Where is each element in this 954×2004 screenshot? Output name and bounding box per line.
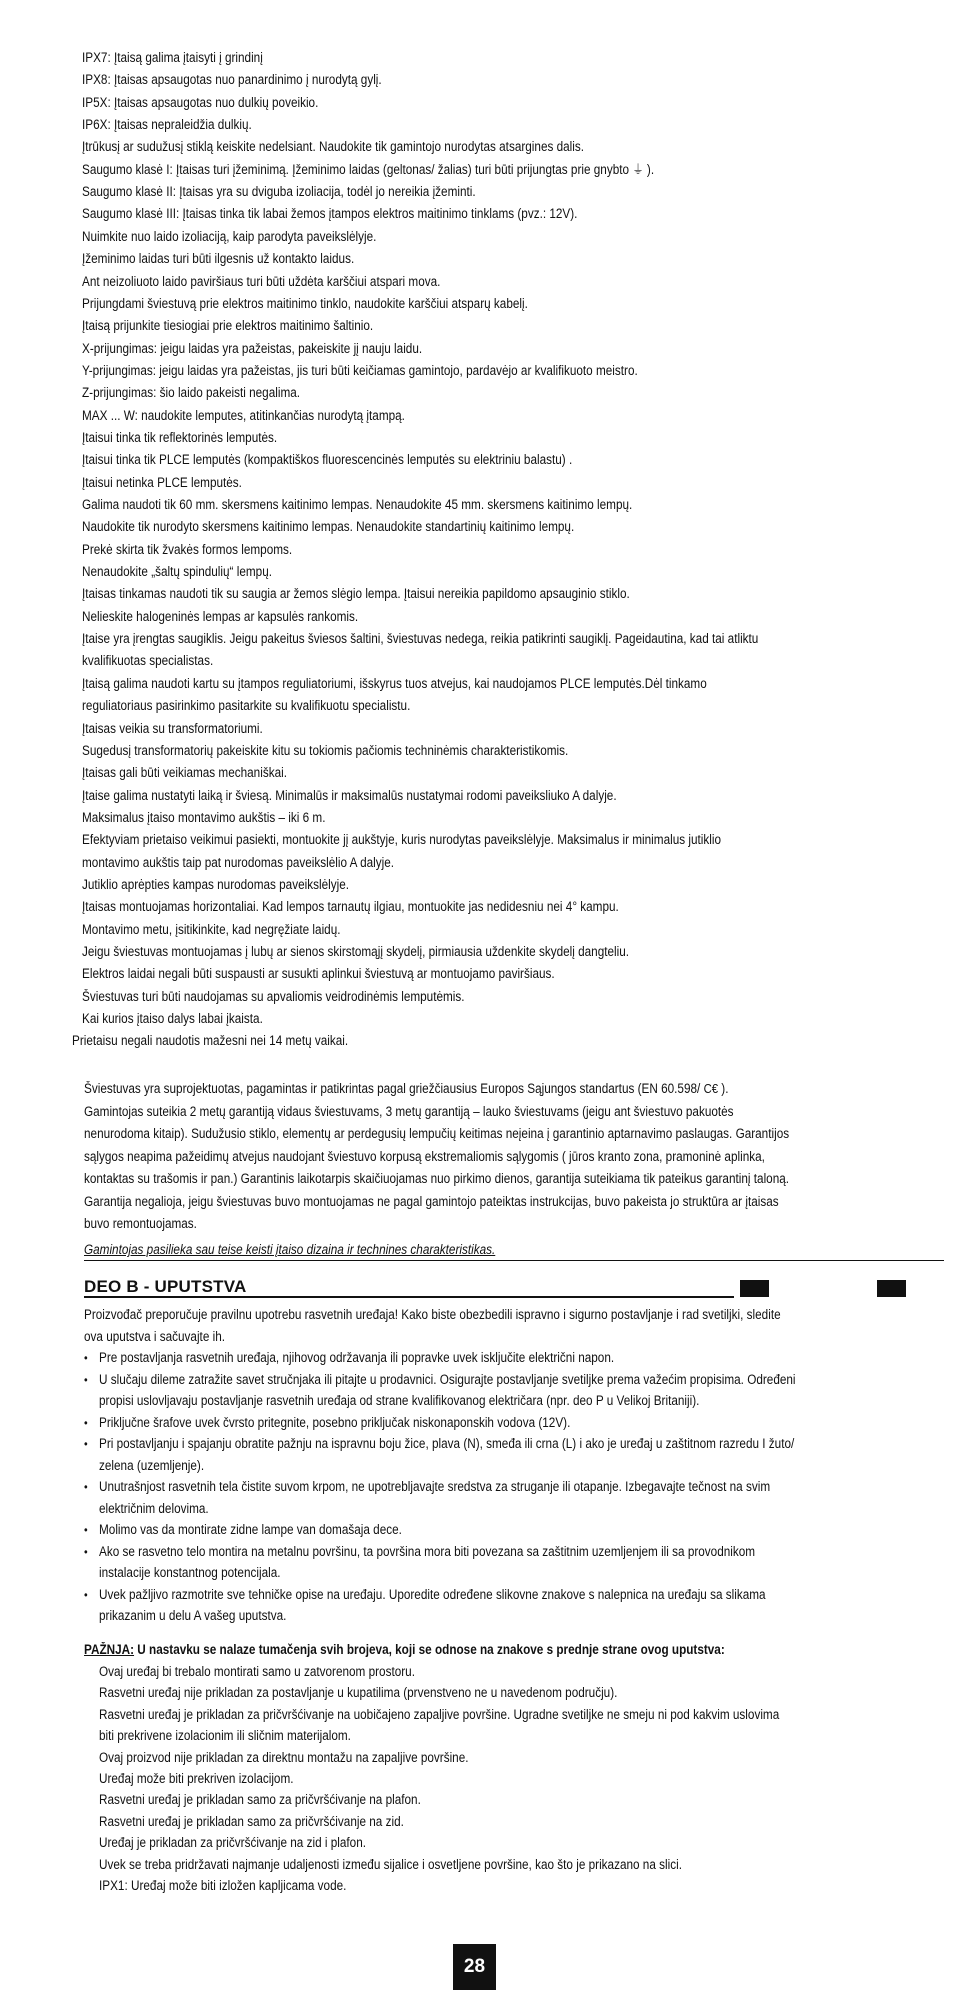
symbol-item-line: Ovaj uređaj bi trebalo montirati samo u zatvorenom prostoru. (99, 1664, 415, 1679)
symbol-explanation-line: Jeigu šviestuvas montuojamas į lubų ar sienos skirstomąjį skydelį, pirmiausia uždenkite skydelį dangteliu. (82, 944, 630, 959)
bullet-line: Uvek pažljivo razmotrite sve tehničke opise na uređaju. Uporedite određene slikovne znakove s nalepnica na uređaju sa slikama (99, 1586, 766, 1602)
symbol-explanation-line: Prietaisu negali naudotis mažesni nei 14 metų vaikai. (72, 1033, 349, 1049)
bullet-line: Molimo vas da montirate zidne lampe van domašaja dece. (99, 1522, 402, 1537)
symbol-explanation-line: montavimo aukštis taip pat nurodomas paveikslėlio A dalyje. (82, 854, 395, 870)
symbol-item-line: Uređaj je prikladan za pričvršćivanje na zid i plafon. (99, 1835, 367, 1851)
symbol-item-line: Rasvetni uređaj je prikladan za pričvršćivanje na uobičajeno zapaljive površine. Ugradne svetiljke ne smeju ni pod kakvim uslovima (99, 1706, 780, 1722)
heading-underline (84, 1296, 734, 1298)
warranty-line: sąlygos neapima pažeidimų atvejus naudojant šviestuvo korpusą ekstremaliomis sąlygomis ( jūros kranto zona, pramoninė aplinka, (84, 1148, 765, 1164)
symbol-explanation-line: Kai kurios įtaiso dalys labai įkaista. (82, 1011, 263, 1027)
bullet-marker: • (84, 1587, 88, 1602)
symbol-explanation-line: IPX7: Įtaisą galima įtaisyti į grindinį (82, 50, 263, 65)
symbol-explanation-line: Maksimalus įtaiso montavimo aukštis – iki 6 m. (82, 809, 326, 825)
symbol-explanation-line: Įtaisas gali būti veikiamas mechaniškai. (82, 765, 287, 781)
section-divider (84, 1260, 944, 1261)
symbol-explanation-line: Prijungdami šviestuvą prie elektros maitinimo tinklo, naudokite karščiui atsparų kabelį. (82, 295, 528, 311)
symbol-explanation-line: Naudokite tik nurodyto skersmens kaitinimo lempas. Nenaudokite standartinių kaitinimo lempų. (82, 519, 575, 535)
symbol-item-line: Uređaj može biti prekriven izolacijom. (99, 1771, 294, 1786)
symbol-explanation-line: Prekė skirta tik žvakės formos lempoms. (82, 541, 293, 557)
symbol-explanation-line: Įtaisui tinka tik PLCE lemputės (kompaktiškos fluorescencinės lemputės su elektriniu balastu) . (82, 452, 573, 468)
attention-line (84, 1642, 725, 1658)
symbol-explanation-line: Įtaisas tinkamas naudoti tik su saugia ar žemos slėgio lempa. Įtaisui nereikia papildomo apsauginio stiklo. (82, 586, 630, 602)
bullet-marker: • (84, 1480, 88, 1494)
symbol-explanation-line: Nuimkite nuo laido izoliaciją, kaip parodyta paveikslėlyje. (82, 228, 377, 244)
bullet-marker: • (84, 1523, 88, 1537)
symbol-explanation-line: Nelieskite halogeninės lempas ar kapsulės rankomis. (82, 608, 359, 624)
bullet-line: propisi uslovljavaju postavljanje rasvetnih uređaja od strane kvalifikovanog električara (npr. deo P u Velikoj Britaniji). (99, 1393, 700, 1408)
bullet-line: Ako se rasvetno telo montira na metalnu površinu, ta površina mora biti povezana sa zaštitnim uzemljenjem ili sa provodnikom (99, 1543, 756, 1559)
bullet-line: Pri postavljanju i spajanju obratite pažnju na ispravnu boju žice, plava (N), smeđa ili crna (L) i ako je uređaj u zaštitnom razredu I žuto/ (99, 1436, 795, 1451)
symbol-explanation-line: IP5X: Įtaisas apsaugotas nuo dulkių poveikio. (82, 94, 319, 110)
warranty-line: Gamintojas suteikia 2 metų garantiją vidaus šviestuvams, 3 metų garantiją – lauko šviestuvams (jeigu ant šviestuvo pakuotės (84, 1103, 734, 1119)
symbol-item-line: IPX1: Uređaj može biti izložen kapljicama vode. (99, 1878, 347, 1893)
symbol-explanation-line: Montavimo metu, įsitikinkite, kad negręžiate laidų. (82, 921, 341, 937)
bullet-marker: • (84, 1351, 88, 1365)
symbol-explanation-line: Įtrūkusį ar sudužusį stiklą keiskite nedelsiant. Naudokite tik gamintojo nurodytas atsargines dalis. (82, 139, 585, 155)
symbol-explanation-line: Saugumo klasė III: Įtaisas tinka tik labai žemos įtampos elektros maitinimo tinklams (pvz.: 12V). (82, 206, 578, 222)
symbol-explanation-line: Y-prijungimas: jeigu laidas yra pažeistas, jis turi būti keičiamas gamintojo, pardavėjo ar kvalifikuoto meistro. (82, 362, 638, 378)
warranty-line: buvo remontuojamas. (84, 1216, 197, 1231)
bullet-line: električnim delovima. (99, 1500, 209, 1516)
warranty-line: nenurodoma kitaip). Sudužusio stiklo, elementų ar perdegusių lempučių keitimas neįeina į garantinio aptarnavimo paslaugas. Garantijos (84, 1126, 790, 1141)
design-change-note: Gamintojas pasilieka sau teise keisti įtaiso dizaina ir technines charakteristikas. (84, 1242, 496, 1257)
attention-label: PAŽNJA: (84, 1642, 135, 1657)
symbol-explanation-line: Saugumo klasė I: Įtaisas turi įžeminimą. Įžeminimo laidas (geltonas/ žalias) turi būti prijungtas prie gnybto ⏚ ). (82, 161, 655, 177)
bullet-line: prikazanim u delu A vašeg uputstva. (99, 1608, 287, 1623)
symbol-explanation-line: kvalifikuotas specialistas. (82, 653, 214, 669)
intro-line: ova uputstva i sačuvajte ih. (84, 1328, 226, 1344)
symbol-explanation-line: Įtaise yra įrengtas saugiklis. Jeigu pakeitus šviesos šaltini, šviestuvas nedega, reikia patikrinti saugiklį. Pageidautina, kad tai atliktu (82, 631, 759, 647)
bullet-line: Priključne šrafove uvek čvrsto pritegnite, posebno priključak niskonaponskih vodova (12V). (99, 1414, 571, 1430)
symbol-explanation-line: Ant neizoliuoto laido paviršiaus turi būti uždėta karščiui atspari mova. (82, 273, 441, 289)
symbol-explanation-line: Įtaise galima nustatyti laiką ir šviesą. Minimalūs ir maksimalūs nustatymai rodomi paveiksliuko A dalyje. (82, 787, 617, 803)
page-number: 28 (453, 1944, 496, 1990)
bullet-marker: • (84, 1544, 88, 1559)
symbol-explanation-line: Įtaisas veikia su transformatoriumi. (82, 720, 263, 736)
symbol-explanation-line: Galima naudoti tik 60 mm. skersmens kaitinimo lempas. Nenaudokite 45 mm. skersmens kaitinimo lempų. (82, 497, 633, 512)
ground-icon: ⏚ (632, 161, 644, 177)
symbol-explanation-line: IPX8: Įtaisas apsaugotas nuo panardinimo į nurodytą gylį. (82, 72, 382, 88)
warranty-line: Garantija negalioja, jeigu šviestuvas buvo montuojamas ne pagal gamintojo pateiktas instrukcijas, buvo pakeista jo struktūra ar įtaisas (84, 1193, 779, 1209)
symbol-explanation-line: Elektros laidai negali būti suspausti ar susukti aplinkui šviestuvą ar montuojamo paviršiaus. (82, 966, 555, 982)
symbol-explanation-line: Z-prijungimas: šio laido pakeisti negalima. (82, 385, 301, 401)
symbol-explanation-line: reguliatoriaus pasirinkimo pasitarkite su kvalifikuotu specialistu. (82, 698, 411, 714)
symbol-explanation-line: X-prijungimas: jeigu laidas yra pažeistas, pakeiskite jį nauju laidu. (82, 340, 423, 356)
symbol-item-line: Ovaj proizvod nije prikladan za direktnu montažu na zapaljive površine. (99, 1749, 469, 1765)
symbol-explanation-line: Jutiklio aprėpties kampas nurodomas paveikslėlyje. (82, 876, 350, 892)
symbol-explanation-line: Įtaisą prijunkite tiesiogiai prie elektros maitinimo šaltinio. (82, 318, 374, 334)
bullet-marker: • (84, 1372, 88, 1387)
bullet-line: Unutrašnjost rasvetnih tela čistite suvom krpom, ne upotrebljavajte sredstva za struganje ili otapanje. Izbegavajte tečnost na svim (99, 1479, 771, 1494)
bullet-line: zelena (uzemljenje). (99, 1457, 205, 1473)
bullet-line: U slučaju dileme zatražite savet stručnjaka ili pitajte u prodavnici. Osigurajte postavljanje svetiljke prema važećim propisima. Određeni (99, 1371, 796, 1387)
bullet-marker: • (84, 1437, 88, 1451)
intro-line: Proizvođač preporučuje pravilnu upotrebu rasvetnih uređaja! Kako biste obezbedili ispravno i sigurno postavljanje i rad svetiljki, sledite (84, 1307, 781, 1322)
symbol-item-line: Rasvetni uređaj je prikladan samo za pričvršćivanje na plafon. (99, 1792, 421, 1808)
heading-marker-left (740, 1280, 769, 1297)
symbol-explanation-line: Įtaisas montuojamas horizontaliai. Kad lempos tarnautų ilgiau, montuokite jas nedidesniu nei 4° kampu. (82, 899, 619, 915)
warranty-line: kontaktas su trašomis ir pan.) Garantinis laikotarpis skaičiuojamas nuo pirkimo dienos, garantija suteikiama tik pateikus garantinį taloną. (84, 1171, 790, 1186)
symbol-explanation-line: Įtaisą galima naudoti kartu su įtampos reguliatoriumi, išskyrus tuos atvejus, kai naudojamos PLCE lemputės.Dėl tinkamo (82, 675, 707, 691)
bullet-marker: • (84, 1415, 88, 1430)
attention-text: U nastavku se nalaze tumačenja svih brojeva, koji se odnose na znakove s prednje strane ovog uputstva: (134, 1642, 725, 1657)
symbol-item-line: Rasvetni uređaj nije prikladan za postavljanje u kupatilima (prvenstveno ne u navedenom području). (99, 1685, 618, 1701)
symbol-explanation-line: Įžeminimo laidas turi būti ilgesnis už kontakto laidus. (82, 251, 355, 267)
warranty-line: Šviestuvas yra suprojektuotas, pagamintas ir patikrintas pagal griežčiausius Europos Sąjungos standartus (EN 60.598/ C€ ). (84, 1081, 729, 1096)
symbol-explanation-line: MAX ... W: naudokite lemputes, atitinkančias nurodytą įtampą. (82, 407, 405, 423)
symbol-explanation-line: Saugumo klasė II: Įtaisas yra su dviguba izoliacija, todėl jo nereikia įžeminti. (82, 184, 476, 200)
symbol-item-line: biti prekrivene izolacionim ili sličnim materijalom. (99, 1728, 351, 1744)
symbol-explanation-line: IP6X: Įtaisas nepraleidžia dulkių. (82, 117, 252, 133)
section-heading: DEO B - UPUTSTVA (84, 1277, 247, 1296)
heading-marker-right (877, 1280, 906, 1297)
symbol-explanation-line: Sugedusį transformatorių pakeiskite kitu su tokiomis pačiomis techninėmis charakteristikomis. (82, 742, 569, 758)
bullet-line: instalacije konstantnog potencijala. (99, 1565, 281, 1580)
symbol-explanation-line: Šviestuvas turi būti naudojamas su apvaliomis veidrodinėmis lemputėmis. (82, 988, 465, 1004)
bullet-line: Pre postavljanja rasvetnih uređaja, njihovog održavanja ili popravke uvek isključite električni napon. (99, 1350, 615, 1365)
symbol-explanation-line: Efektyviam prietaiso veikimui pasiekti, montuokite jį aukštyje, kuris nurodytas paveikslėlyje. Maksimalus ir minimalus jutiklio (82, 832, 722, 848)
symbol-explanation-line: Įtaisui netinka PLCE lemputės. (82, 474, 242, 490)
symbol-item-line: Rasvetni uređaj je prikladan samo za pričvršćivanje na zid. (99, 1813, 404, 1829)
symbol-item-line: Uvek se treba pridržavati najmanje udaljenosti između sijalice i osvetljene površine, kao što je prikazano na slici. (99, 1856, 682, 1872)
ce-mark-icon: C€ (703, 1081, 719, 1096)
symbol-explanation-line: Įtaisui tinka tik reflektorinės lemputės. (82, 429, 278, 445)
symbol-explanation-line: Nenaudokite „šaltų spindulių“ lempų. (82, 564, 272, 580)
